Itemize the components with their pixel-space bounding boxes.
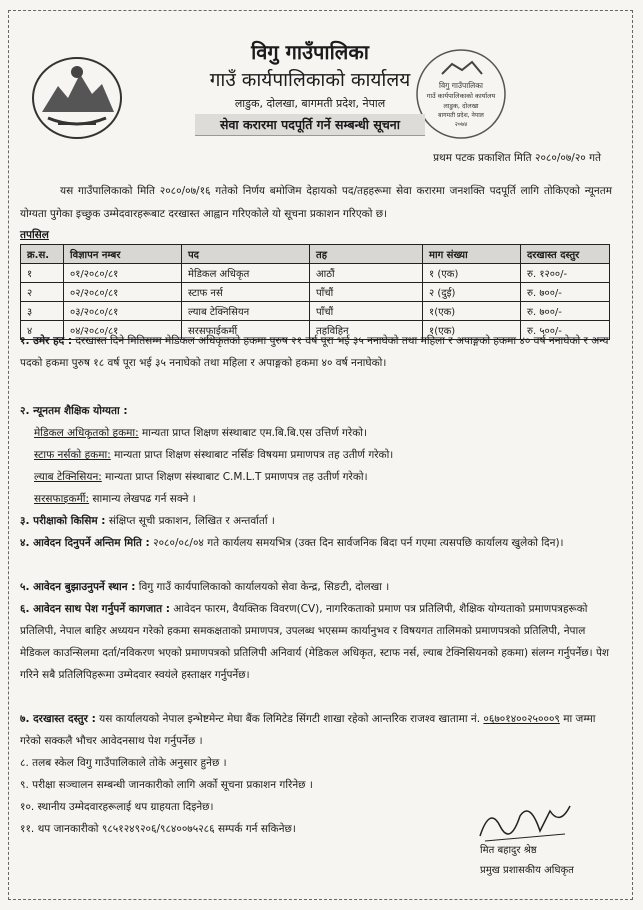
qual-text: मान्यता प्राप्त शिक्षण संस्थाबाट नर्सिङ विषयमा प्रमाणपत्र तह उतीर्ण गरेको। (114, 449, 394, 461)
municipality-title: विगु गाउँपालिका (251, 40, 369, 64)
office-address: लाडुक, दोलखा, बागमती प्रदेश, नेपाल (234, 97, 386, 110)
cell: ०१/२०८०/८१ (64, 264, 182, 283)
cell: ल्याब टेक्निसियन (182, 302, 310, 321)
cell: सरसफाईकर्मी (182, 321, 310, 340)
section-text: मा जम्मा गरेको सक्कलै भौचर आवेदनसाथ पेश गर्नुपर्नेछ । (20, 713, 596, 747)
svg-text:गाउँ कार्यपालिकाको कार्यालय: गाउँ कार्यपालिकाको कार्यालय (426, 92, 496, 100)
cell: रु. १२००/- (521, 264, 610, 283)
section-age-limit (20, 330, 612, 374)
office-title: गाउँ कार्यपालिकाको कार्यालय (209, 69, 411, 91)
table-row (21, 264, 610, 283)
section-exam-info: ९. परीक्षा सञ्चालन सम्बन्धी जानकारीको लागि अर्को सूचना प्रकाशन गरिनेछ । (20, 779, 313, 791)
col-header: माग संख्या (423, 245, 521, 264)
cell: १(एक) (423, 321, 521, 340)
section-salary: ८. तलब स्केल विगु गाउँपालिकाले तोके अनुसार हुनेछ । (20, 757, 227, 769)
qualification-item (34, 444, 612, 466)
section-text: संक्षिप्त सूची प्रकाशन, लिखित र अन्तर्वार्ता । (108, 515, 275, 527)
col-header: पद (182, 245, 310, 264)
cell: रु. ७००/- (521, 302, 610, 321)
section-local-priority: १०. स्थानीय उम्मेदवारहरूलाई थप ग्राहयता दिइनेछ। (20, 801, 214, 813)
svg-text:लाडुक, दोलखा: लाडुक, दोलखा (443, 102, 479, 110)
cell: २ (दुई) (423, 283, 521, 302)
cell: पाँचौं (310, 283, 423, 302)
qualification-item (34, 488, 612, 510)
section-title: ४. आवेदन दिनुपर्ने अन्तिम मिति : (20, 537, 150, 549)
cell: १(एक) (423, 302, 521, 321)
col-header: तह (310, 245, 423, 264)
cell: स्टाफ नर्स (182, 283, 310, 302)
section-qualification (20, 400, 612, 422)
section-title: ५. आवेदन बुझाउनुपर्ने स्थान : (20, 581, 136, 593)
account-number: ०६७०१४००२५०००९ (483, 713, 560, 725)
qual-label: सरसफाइकर्मी: (34, 493, 90, 505)
cell: १ (एक) (423, 264, 521, 283)
section-title: ६. आवेदन साथ पेश गर्नुपर्ने कागजात : (20, 603, 170, 615)
intro-paragraph: यस गाउँपालिकाको मिति २०८०/०७/१६ गतेको निर्णय बमोजिम देहायको पद/तहहरूमा सेवा करारमा जनशक्ति पदपूर्ति लागि तोकिएको न्यूनतम योग्यता पुगेका इच्छुक उम्मेदवारहरूबाट दरखास्त आह्वान गरिएकोले यो सूचना प्रकाशन गरिएको छ। (20, 185, 612, 220)
table-row (21, 302, 610, 321)
col-header: दरखास्त दस्तुर (521, 245, 610, 264)
section-contact: ११. थप जानकारीको ९८५१२४९२०६/९८४००७५२८६ सम्पर्क गर्न सकिनेछ। (20, 823, 296, 835)
cell: ०३/२०८०/८१ (64, 302, 182, 321)
qual-text: मान्यता प्राप्त शिक्षण संस्थाबाट एम.बि.बि.एस उत्तिर्ण गरेको। (142, 427, 367, 439)
cell: ४ (21, 321, 64, 340)
col-header: विज्ञापन नम्बर (64, 245, 182, 264)
signatory-name: मित बहादुर श्रेष्ठ (480, 845, 537, 856)
cell: ०२/२०८०/८१ (64, 283, 182, 302)
signatory-title: प्रमुख प्रशासकीय अधिकृत (480, 865, 574, 876)
col-header: क्र.स. (21, 245, 64, 264)
section-title: ३. परीक्षाको किसिम : (20, 515, 106, 527)
section-title: २. न्यूनतम शैक्षिक योग्यता : (20, 405, 128, 417)
qual-text: सामान्य लेखपढ गर्न सक्ने । (92, 493, 196, 505)
svg-text:विगु गाउँपालिका: विगु गाउँपालिका (439, 81, 483, 90)
cell: ०४/२०८०/८१ (64, 321, 182, 340)
section-submission-place (20, 576, 612, 598)
section-text: यस कार्यालयको नेपाल इन्भेष्टमेन्ट मेघा बैंक लिमिटेड सिंगटी शाखा रहेको आन्तरिक राजश्व खातामा नं. (99, 713, 481, 725)
vacancy-table (20, 244, 610, 340)
section-title: १. उमेर हद : (20, 335, 73, 347)
cell: २ (21, 283, 64, 302)
published-date: प्रथम पटक प्रकाशित मिति २०८०/०७/२० गते (433, 152, 601, 164)
table-label: तपसिल (20, 229, 49, 241)
qual-label: ल्याब टेक्निसियन: (34, 471, 102, 483)
cell: आठौं (310, 264, 423, 283)
section-title: ७. दरखास्त दस्तुर : (20, 713, 96, 725)
cell: रु. ५००/- (521, 321, 610, 340)
notice-subject: सेवा करारमा पदपूर्ति गर्ने सम्बन्धी सूचना (195, 114, 425, 136)
section-fee (20, 708, 612, 752)
cell: पाँचौं (310, 302, 423, 321)
qualification-item (34, 466, 612, 488)
cell: तहविहिन (310, 321, 423, 340)
qual-text: मान्यता प्राप्त शिक्षण संस्थाबाट C.M.L.T प्रमाणपत्र तह उतीर्ण गरेको। (105, 471, 368, 483)
cell: रु. ७००/- (521, 283, 610, 302)
section-text: विगु गाउँ कार्यपालिकाको कार्यालयको सेवा केन्द्र, सिङटी, दोलखा । (138, 581, 390, 593)
cell: ३ (21, 302, 64, 321)
cell: मेडिकल अधिकृत (182, 264, 310, 283)
section-text: आवेदन फारम, वैयक्तिक विवरण(CV), नागरिकताको प्रमाण पत्र प्रतिलिपी, शैक्षिक योग्यताको प्रमाणपत्रहरूको प्रतिलिपी, नेपाल बाहिर अध्ययन गरेको हकमा समकक्षताको प्रमाणपत्र, उपलब्ध भएसम्म कार्यानुभव र विषयगत तालिमको प्रमाणपत्रको प्रतिलिपी, नेपाल मेडिकल काउन्सिलमा दर्ता/नविकरण भएको प्रमाणपत्रको प्रतिलिपी अनिवार्य (मेडिकल अधिकृत, स्टाफ नर्स, ल्याब टेक्निसियनको हकमा) संलग्न गर्नुपर्नेछ। पेश गरिने सबै प्रतिलिपिहरूमा उम्मेदवार स्वयंले हस्ताक्षर गर्नुपर्नेछ। (20, 603, 610, 681)
qual-label: मेडिकल अधिकृतको हकमा: (34, 427, 139, 439)
table-row (21, 283, 610, 302)
cell: १ (21, 264, 64, 283)
section-documents (20, 598, 612, 686)
svg-text:बागमती प्रदेश, नेपाल: बागमती प्रदेश, नेपाल (438, 112, 484, 119)
section-text: २०८०/०८/०४ गते कार्यलय समयभित्र (उक्त दिन सार्वजनिक बिदा पर्न गएमा त्यसपछि कार्यालय खुलेको दिन)। (153, 537, 564, 549)
svg-text:२०७४: २०७४ (454, 121, 468, 128)
qualification-item (34, 422, 612, 444)
section-deadline (20, 532, 612, 554)
table-header-row (21, 245, 610, 264)
qual-label: स्टाफ नर्सको हकमा: (34, 449, 111, 461)
signature-icon (470, 796, 580, 846)
section-text: दरखास्त दिने मितिसम्म मेडिकल अधिकृतको हकमा पुरुष २१ वर्ष पूरा भई ३५ ननाघेको तथा महिला र अपाङ्गको हकमा ४० वर्ष ननाघेको र अन्य पदको हकमा पुरुष १८ वर्ष पूरा भई ३५ ननाघेको तथा महिला र अपाङ्गको हकमा ४० वर्ष ननाघेको। (20, 335, 609, 369)
nepal-emblem-icon (28, 52, 126, 144)
section-exam-type (20, 510, 612, 532)
